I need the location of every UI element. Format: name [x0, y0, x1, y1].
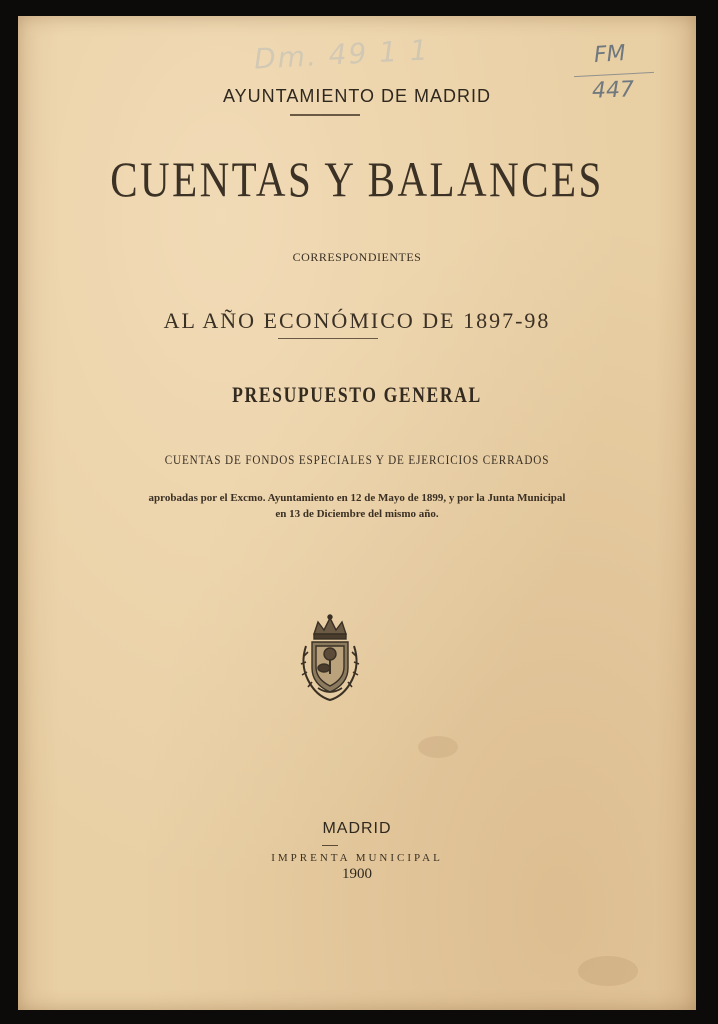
divider-rule — [278, 338, 378, 339]
shelf-mark-code: FM — [593, 40, 627, 69]
title-connector: CORRESPONDIENTES — [292, 250, 422, 264]
document-page — [18, 16, 696, 1010]
issuing-authority: AYUNTAMIENTO DE MADRID — [222, 86, 491, 106]
accounts-subheading: CUENTAS DE FONDOS ESPECIALES Y DE EJERCICIOS CERRADOS — [164, 452, 550, 467]
shelf-mark-number: 447 — [591, 77, 635, 104]
paper-stain — [578, 956, 638, 986]
madrid-coat-of-arms-icon — [294, 612, 366, 704]
fiscal-year-title: AL AÑO ECONÓMICO DE 1897-98 — [163, 308, 551, 333]
budget-heading: PRESUPUESTO GENERAL — [232, 382, 482, 407]
shelf-mark-rule — [574, 72, 654, 77]
approval-note-line-1: aprobadas por el Excmo. Ayuntamiento en 12 de Mayo de 1899, y por la Junta Municipal — [148, 492, 566, 504]
paper-stain — [418, 736, 458, 758]
divider-rule — [290, 114, 360, 116]
imprint-printer: IMPRENTA MUNICIPAL — [271, 852, 443, 864]
divider-rule — [322, 845, 338, 846]
faded-ink-stamp: Dm. 49 1 1 — [253, 33, 431, 76]
imprint-year: 1900 — [342, 866, 372, 882]
approval-note-line-2: en 13 de Diciembre del mismo año. — [275, 508, 439, 520]
document-title: CUENTAS Y BALANCES — [110, 151, 604, 207]
imprint-city: MADRID — [322, 820, 392, 837]
